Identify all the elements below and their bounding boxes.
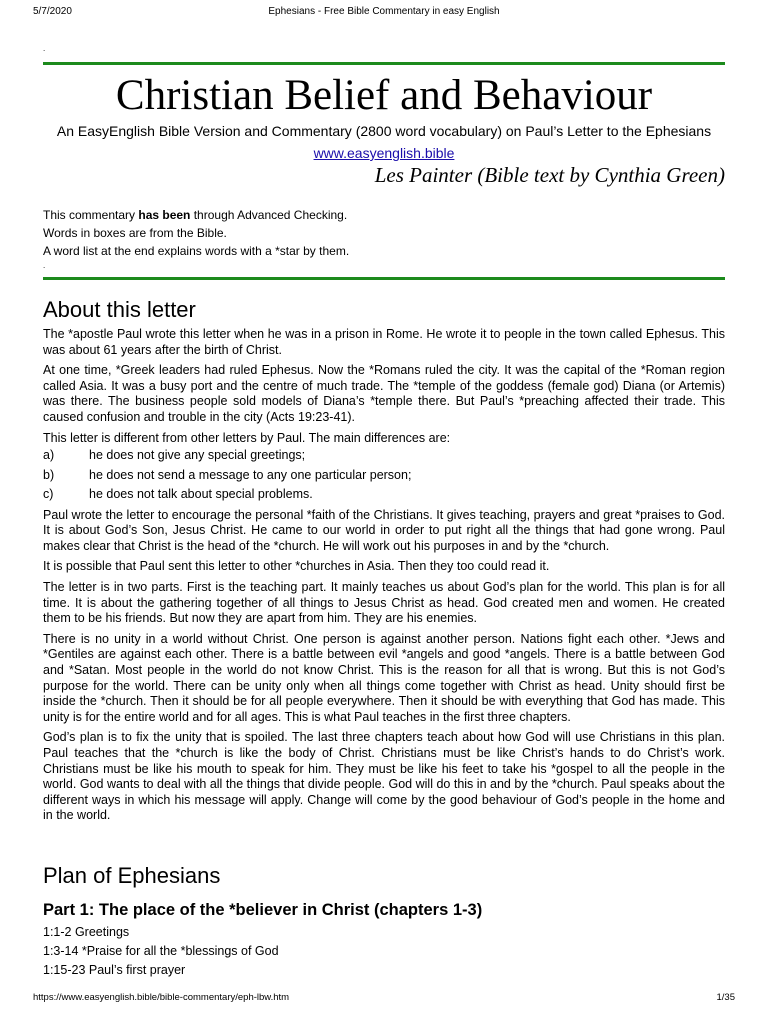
print-page-title: Ephesians - Free Bible Commentary in easy English — [268, 6, 500, 17]
page-subtitle: An EasyEnglish Bible Version and Commentary (2800 word vocabulary) on Paul’s Letter to the Ephesians — [56, 123, 712, 139]
section-heading-plan: Plan of Ephesians — [43, 863, 221, 888]
middle-divider — [43, 277, 725, 280]
notes-block — [43, 206, 725, 260]
page-number: 1/35 — [716, 992, 735, 1003]
plan-item: 1:1-2 Greetings — [43, 925, 130, 939]
wordlist-note: A word list at the end explains words with a *star by them. — [43, 244, 350, 258]
part-heading: Part 1: The place of the *believer in Christ (chapters 1-3) — [43, 901, 483, 919]
checking-emphasis: has been — [138, 208, 191, 222]
print-header — [0, 6, 768, 20]
masthead — [43, 71, 725, 188]
paragraph: The letter is in two parts. First is the teaching part. It mainly teaches us about God’s plan for the world. This plan is for all time. It is about the gathering together of all things to Jesus Christ as head. God created men and women. He created them to be his friends. But now they are apart from him. They are his enemies. — [43, 580, 725, 626]
plan-section — [43, 862, 725, 980]
paragraph: Paul wrote the letter to encourage the personal *faith of the Christians. It gives teaching, prayers and great *praises to God. It is about God’s Son, Jesus Christ. He came to our world in order to put right all the things that had gone wrong. Paul makes clear that Christ is the head of the *church. He will work out his purposes in and by the *church. — [43, 507, 725, 553]
plan-item: 1:15-23 Paul’s first prayer — [43, 963, 186, 977]
page-title: Christian Belief and Behaviour — [115, 72, 653, 119]
paragraph: There is no unity in a world without Christ. One person is against another person. Nations fight each other. *Jews and *Gentiles are against each other. There is a battle between evil *angels and good *angels. There is a battle between God and *Satan. Most people in the world do not know Christ. This is the reason for all that is wrong. But this is not God’s purpose for the world. There can be unity only when all things come together with Christ as head. Unity should first be inside the *church. Then it should be for all people everywhere. Then it should be with everything that God has made. This unity is for the entire world and for all ages. This is what Paul teaches in the first three chapters. — [43, 631, 725, 724]
bullet-dot: . — [43, 261, 46, 270]
checking-note: This commentary has been through Advanced Checking. — [43, 208, 348, 222]
paragraph: At one time, *Greek leaders had ruled Ephesus. Now the *Romans ruled the city. It was the capital of the *Roman region called Asia. It was a busy port and the centre of much trade. The *temple of the goddess (female god) Diana (or Artemis) was there. The business people sold models of Diana’s *temple there. But Paul’s *preaching affected their trade. This caused confusion and trouble in the city (Acts 19:23-41). — [43, 363, 725, 424]
paragraph: The *apostle Paul wrote this letter when he was in a prison in Rome. He wrote it to people in the town called Ephesus. This was about 61 years after the birth of Christ. — [43, 327, 725, 357]
author-line: Les Painter (Bible text by Cynthia Green) — [374, 163, 725, 187]
bullet-dot: . — [43, 44, 46, 53]
list-item: a) he does not give any special greetings; — [43, 448, 306, 463]
section-heading-about: About this letter — [43, 297, 196, 322]
print-date: 5/7/2020 — [33, 6, 72, 17]
paragraph: This letter is different from other letters by Paul. The main differences are: — [43, 430, 451, 445]
plan-item: 1:3-14 *Praise for all the *blessings of God — [43, 944, 279, 958]
print-url: https://www.easyenglish.bible/bible-commentary/eph-lbw.htm — [33, 992, 290, 1003]
paragraph: It is possible that Paul sent this letter to other *churches in Asia. Then they too could read it. — [43, 559, 550, 574]
boxes-note: Words in boxes are from the Bible. — [43, 226, 227, 240]
list-item: b) he does not send a message to any one particular person; — [43, 467, 412, 482]
about-section — [43, 296, 725, 824]
top-divider — [43, 62, 725, 65]
paragraph: God’s plan is to fix the unity that is spoiled. The last three chapters teach about how God will use Christians in this plan. Paul teaches that the *church is like the body of Christ. Christians must be like Christ’s hands to do Christ’s work. Christians must be like his mouth to speak for him. They must be like his feet to take his *gospel to all the people in the world. God wants to deal with all the things that divide people. God will do this in and by the *church. Paul speaks about the different ways in which his message will apply. Change will come by the good behaviour of God’s people in the home and in the world. — [43, 730, 725, 823]
print-footer — [0, 992, 768, 1006]
list-item: c) he does not talk about special problems. — [43, 487, 313, 502]
site-link[interactable]: www.easyenglish.bible — [313, 145, 455, 161]
differences-list — [43, 446, 725, 505]
